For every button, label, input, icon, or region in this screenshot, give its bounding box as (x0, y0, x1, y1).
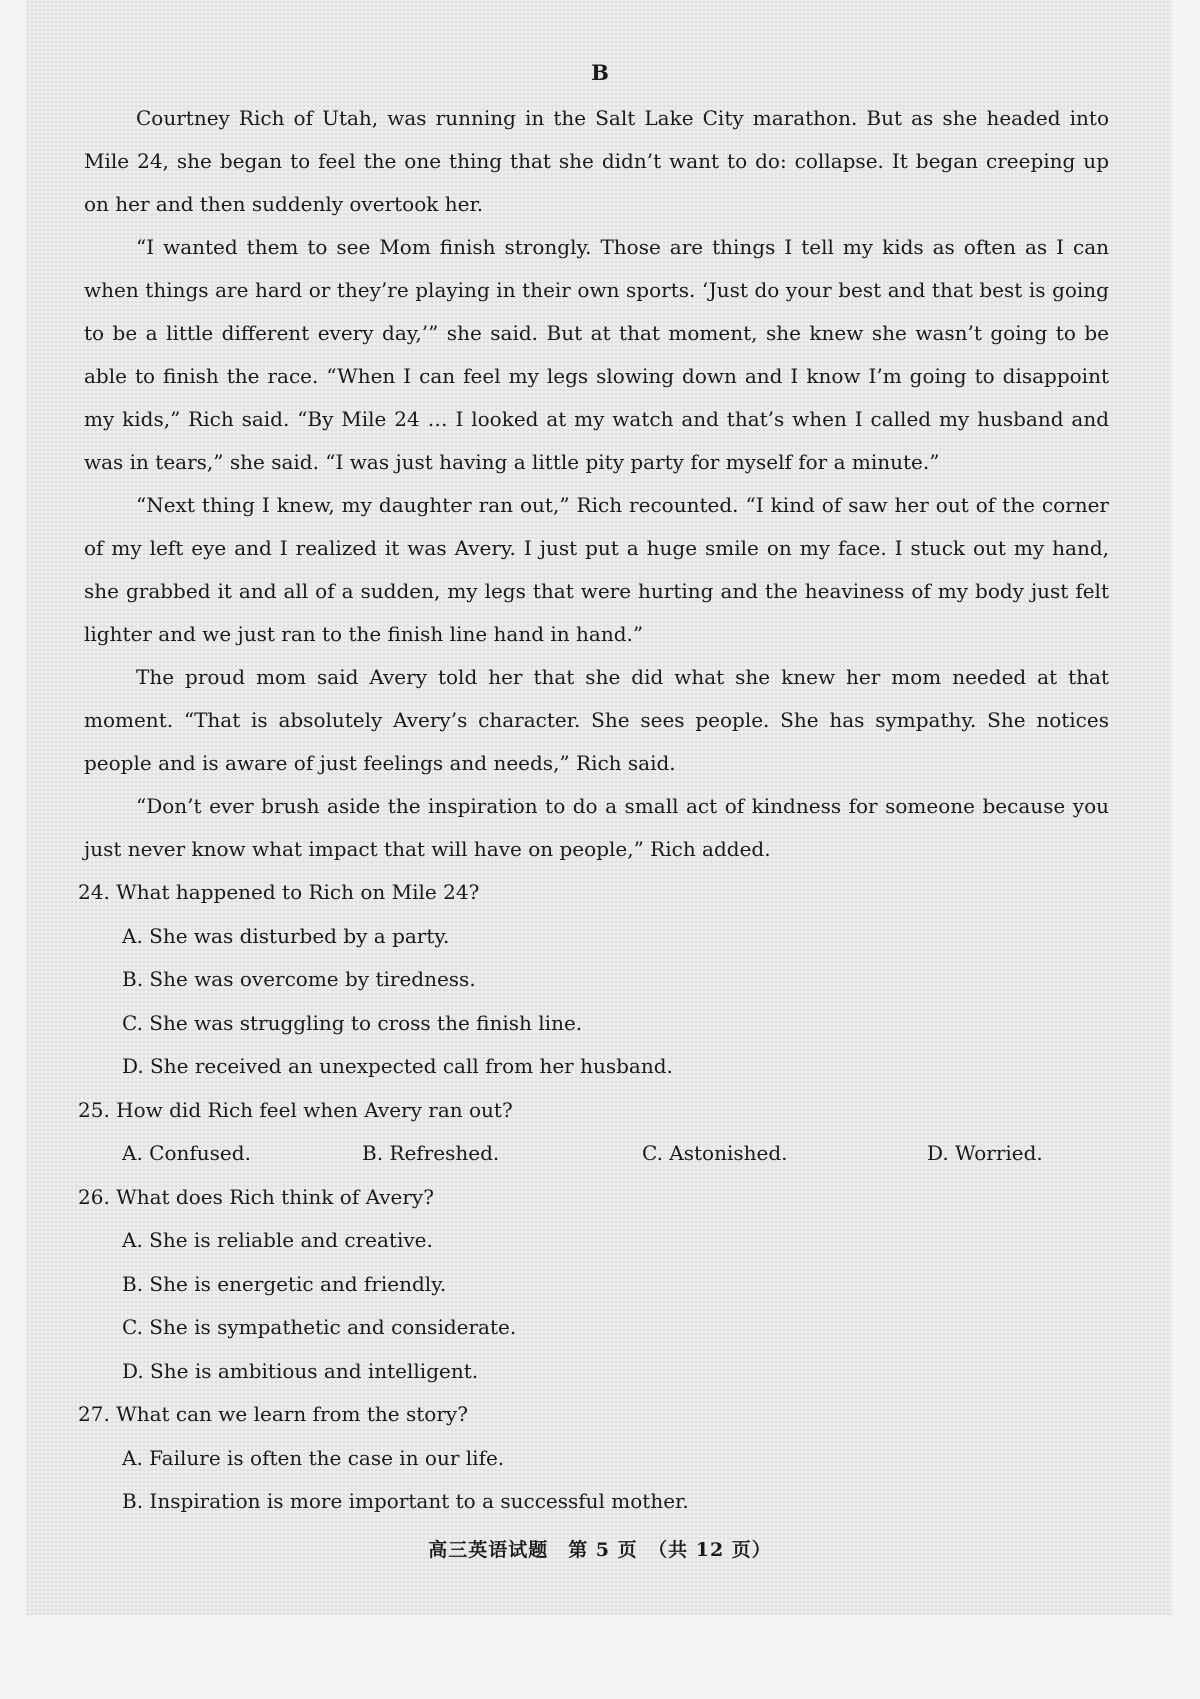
answer-options-row (122, 1132, 1108, 1176)
question-stem: 26. What does Rich think of Avery? (78, 1184, 434, 1209)
answer-option-b: B. Inspiration is more important to a successful mother. (122, 1489, 689, 1513)
page-footer: 高三英语试题 第 5 页 （共 12 页） (428, 1539, 772, 1561)
answer-option-b: B. She was overcome by tiredness. (122, 967, 476, 991)
answer-option-c: C. Astonished. (642, 1141, 788, 1165)
passage-paragraph: Courtney Rich of Utah, was running in the Salt Lake City marathon. But as she headed into Mile 24, she began to feel the one thing that she didn’t want to do: collapse. It began creeping up on her and then suddenly overtook her. (84, 106, 1109, 216)
passage-paragraph: “I wanted them to see Mom finish strongly. Those are things I tell my kids as often as I can when things are hard or they’re playing in their own sports. ‘Just do your best and that best is going to be a little different every day,’” she said. But at that moment, she knew she wasn’t going to be able to finish the race. “When I can feel my legs slowing down and I know I’m going to disappoint my kids,” Rich said. “By Mile 24 … I looked at my watch and that’s when I called my husband and was in tears,” she said. “I was just having a little pity party for myself for a minute.” (84, 235, 1109, 474)
answer-option-b: B. She is energetic and friendly. (122, 1271, 447, 1296)
passage-paragraph: “Next thing I knew, my daughter ran out,” Rich recounted. “I kind of saw her out of the corner of my left eye and I realized it was Avery. I just put a huge smile on my face. I stuck out my hand, she grabbed it and all of a sudden, my legs that were hurting and the heaviness of my body just felt lighter and we just ran to the finish line hand in hand.” (84, 493, 1109, 646)
answer-option-a: A. She is reliable and creative. (122, 1228, 433, 1252)
reading-passage (84, 97, 1109, 871)
question-stem: 24. What happened to Rich on Mile 24? (78, 880, 480, 904)
passage-paragraph: The proud mom said Avery told her that she did what she knew her mom needed at that moment. “That is absolutely Avery’s character. She sees people. She has sympathy. She notices people and is aware of just feelings and needs,” Rich said. (84, 665, 1109, 775)
answer-option-c: C. She is sympathetic and considerate. (122, 1315, 517, 1339)
answer-option-a: A. She was disturbed by a party. (122, 923, 450, 948)
section-heading: B (591, 60, 609, 85)
question-list (78, 871, 1108, 1524)
question-26 (78, 1176, 1108, 1394)
answer-option-c: C. She was struggling to cross the finish line. (122, 1010, 583, 1035)
question-stem: 25. How did Rich feel when Avery ran out? (78, 1097, 513, 1122)
question-24 (78, 871, 1108, 1089)
answer-option-d: D. She is ambitious and intelligent. (122, 1358, 479, 1383)
passage-paragraph: “Don’t ever brush aside the inspiration to do a small act of kindness for someone because you just never know what impact that will have on people,” Rich added. (84, 794, 1109, 861)
question-stem: 27. What can we learn from the story? (78, 1402, 468, 1426)
answer-option-d: D. Worried. (927, 1141, 1043, 1165)
question-25 (78, 1089, 1108, 1176)
answer-option-d: D. She received an unexpected call from her husband. (122, 1054, 673, 1078)
answer-option-b: B. Refreshed. (362, 1141, 500, 1165)
question-27 (78, 1393, 1108, 1524)
answer-option-a: A. Confused. (122, 1141, 251, 1165)
answer-option-a: A. Failure is often the case in our life. (122, 1445, 505, 1470)
